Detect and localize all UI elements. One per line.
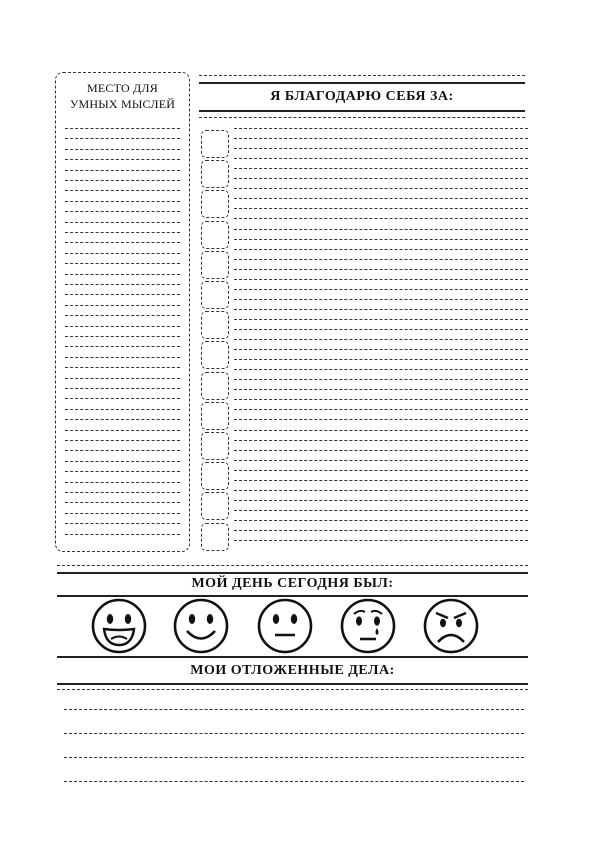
thoughts-writing-line[interactable] <box>65 294 180 295</box>
gratitude-writing-line[interactable] <box>234 239 528 240</box>
thoughts-writing-line[interactable] <box>65 430 180 431</box>
gratitude-checkbox[interactable] <box>201 251 229 279</box>
gratitude-writing-line[interactable] <box>234 309 528 310</box>
thoughts-writing-line[interactable] <box>65 128 180 129</box>
thoughts-writing-line[interactable] <box>65 409 180 410</box>
gratitude-writing-line[interactable] <box>234 540 528 541</box>
thoughts-writing-line[interactable] <box>65 253 180 254</box>
thoughts-writing-line[interactable] <box>65 388 180 389</box>
gratitude-writing-line[interactable] <box>234 218 528 219</box>
gratitude-checkbox[interactable] <box>201 372 229 400</box>
gratitude-writing-line[interactable] <box>234 138 528 139</box>
gratitude-checkbox[interactable] <box>201 190 229 218</box>
gratitude-checkbox[interactable] <box>201 492 229 520</box>
thoughts-writing-line[interactable] <box>65 461 180 462</box>
thoughts-writing-line[interactable] <box>65 263 180 264</box>
thoughts-writing-line[interactable] <box>65 336 180 337</box>
thoughts-writing-line[interactable] <box>65 315 180 316</box>
gratitude-top-dash <box>199 75 525 76</box>
crying-face-icon[interactable] <box>340 598 396 654</box>
thoughts-writing-line[interactable] <box>65 523 180 524</box>
postponed-task-line[interactable] <box>64 757 524 758</box>
gratitude-writing-line[interactable] <box>234 339 528 340</box>
thoughts-writing-line[interactable] <box>65 180 180 181</box>
gratitude-writing-line[interactable] <box>234 269 528 270</box>
mood-top-dash <box>57 565 528 566</box>
gratitude-checkbox[interactable] <box>201 341 229 369</box>
gratitude-writing-line[interactable] <box>234 369 528 370</box>
thoughts-writing-line[interactable] <box>65 138 180 139</box>
gratitude-writing-line[interactable] <box>234 259 528 260</box>
thoughts-writing-line[interactable] <box>65 159 180 160</box>
gratitude-bottom-rule <box>199 110 525 112</box>
gratitude-writing-line[interactable] <box>234 329 528 330</box>
gratitude-writing-line[interactable] <box>234 419 528 420</box>
laughing-face-icon[interactable] <box>91 598 147 654</box>
thoughts-title <box>56 80 189 112</box>
gratitude-writing-line[interactable] <box>234 349 528 350</box>
thoughts-writing-line[interactable] <box>65 513 180 514</box>
gratitude-writing-line[interactable] <box>234 520 528 521</box>
gratitude-top-rule <box>199 82 525 84</box>
postponed-top-rule <box>57 656 528 658</box>
gratitude-checkbox[interactable] <box>201 462 229 490</box>
gratitude-checkbox[interactable] <box>201 311 229 339</box>
thoughts-writing-line[interactable] <box>65 471 180 472</box>
thoughts-writing-line[interactable] <box>65 201 180 202</box>
mood-mid-rule <box>57 595 528 597</box>
gratitude-writing-line[interactable] <box>234 530 528 531</box>
thoughts-box <box>55 72 190 552</box>
gratitude-writing-line[interactable] <box>234 249 528 250</box>
thoughts-writing-line[interactable] <box>65 440 180 441</box>
mood-top-rule <box>57 572 528 574</box>
gratitude-writing-line[interactable] <box>234 178 528 179</box>
gratitude-writing-line[interactable] <box>234 450 528 451</box>
thoughts-writing-line[interactable] <box>65 450 180 451</box>
thoughts-title-line1: МЕСТО ДЛЯ <box>87 81 158 95</box>
smiling-face-icon[interactable] <box>173 598 229 654</box>
thoughts-writing-line[interactable] <box>65 232 180 233</box>
gratitude-writing-line[interactable] <box>234 510 528 511</box>
thoughts-writing-line[interactable] <box>65 170 180 171</box>
gratitude-checkbox[interactable] <box>201 221 229 249</box>
gratitude-writing-line[interactable] <box>234 409 528 410</box>
gratitude-writing-line[interactable] <box>234 500 528 501</box>
thoughts-writing-line[interactable] <box>65 190 180 191</box>
postponed-bottom-rule <box>57 683 528 685</box>
thoughts-writing-line[interactable] <box>65 534 180 535</box>
gratitude-checkbox[interactable] <box>201 160 229 188</box>
gratitude-writing-line[interactable] <box>234 279 528 280</box>
gratitude-writing-line[interactable] <box>234 198 528 199</box>
thoughts-writing-line[interactable] <box>65 274 180 275</box>
neutral-face-icon[interactable] <box>257 598 313 654</box>
gratitude-bottom-dash <box>199 117 525 118</box>
postponed-bottom-dash <box>57 689 528 690</box>
mood-title: МОЙ ДЕНЬ СЕГОДНЯ БЫЛ: <box>191 576 394 591</box>
thoughts-writing-line[interactable] <box>65 502 180 503</box>
angry-face-icon[interactable] <box>423 598 479 654</box>
postponed-title: МОИ ОТЛОЖЕННЫЕ ДЕЛА: <box>190 663 395 678</box>
gratitude-writing-line[interactable] <box>234 128 528 129</box>
gratitude-writing-line[interactable] <box>234 399 528 400</box>
gratitude-writing-line[interactable] <box>234 389 528 390</box>
gratitude-checkbox[interactable] <box>201 523 229 551</box>
gratitude-checkbox[interactable] <box>201 402 229 430</box>
thoughts-title-line2: УМНЫХ МЫСЛЕЙ <box>69 97 176 111</box>
gratitude-writing-line[interactable] <box>234 158 528 159</box>
gratitude-writing-line[interactable] <box>234 289 528 290</box>
thoughts-writing-line[interactable] <box>65 242 180 243</box>
gratitude-writing-line[interactable] <box>234 490 528 491</box>
postponed-task-line[interactable] <box>64 781 524 782</box>
thoughts-writing-line[interactable] <box>65 492 180 493</box>
thoughts-writing-line[interactable] <box>65 211 180 212</box>
thoughts-writing-line[interactable] <box>65 346 180 347</box>
gratitude-writing-line[interactable] <box>234 359 528 360</box>
thoughts-writing-line[interactable] <box>65 149 180 150</box>
gratitude-checkbox[interactable] <box>201 432 229 460</box>
gratitude-writing-line[interactable] <box>234 188 528 189</box>
gratitude-writing-line[interactable] <box>234 208 528 209</box>
gratitude-writing-line[interactable] <box>234 440 528 441</box>
thoughts-writing-line[interactable] <box>65 222 180 223</box>
thoughts-writing-line[interactable] <box>65 367 180 368</box>
gratitude-title: Я БЛАГОДАРЮ СЕБЯ ЗА: <box>270 89 454 104</box>
gratitude-writing-line[interactable] <box>234 379 528 380</box>
gratitude-checkbox[interactable] <box>201 281 229 309</box>
gratitude-writing-line[interactable] <box>234 148 528 149</box>
thoughts-writing-line[interactable] <box>65 419 180 420</box>
thoughts-writing-line[interactable] <box>65 305 180 306</box>
thoughts-writing-line[interactable] <box>65 284 180 285</box>
thoughts-writing-line[interactable] <box>65 326 180 327</box>
gratitude-writing-line[interactable] <box>234 299 528 300</box>
thoughts-writing-line[interactable] <box>65 398 180 399</box>
thoughts-writing-line[interactable] <box>65 378 180 379</box>
gratitude-writing-line[interactable] <box>234 319 528 320</box>
postponed-task-line[interactable] <box>64 733 524 734</box>
thoughts-writing-line[interactable] <box>65 482 180 483</box>
thoughts-writing-line[interactable] <box>65 357 180 358</box>
gratitude-writing-line[interactable] <box>234 430 528 431</box>
gratitude-writing-line[interactable] <box>234 229 528 230</box>
gratitude-writing-line[interactable] <box>234 480 528 481</box>
postponed-task-line[interactable] <box>64 709 524 710</box>
gratitude-checkbox[interactable] <box>201 130 229 158</box>
gratitude-writing-line[interactable] <box>234 168 528 169</box>
gratitude-writing-line[interactable] <box>234 460 528 461</box>
gratitude-writing-line[interactable] <box>234 470 528 471</box>
